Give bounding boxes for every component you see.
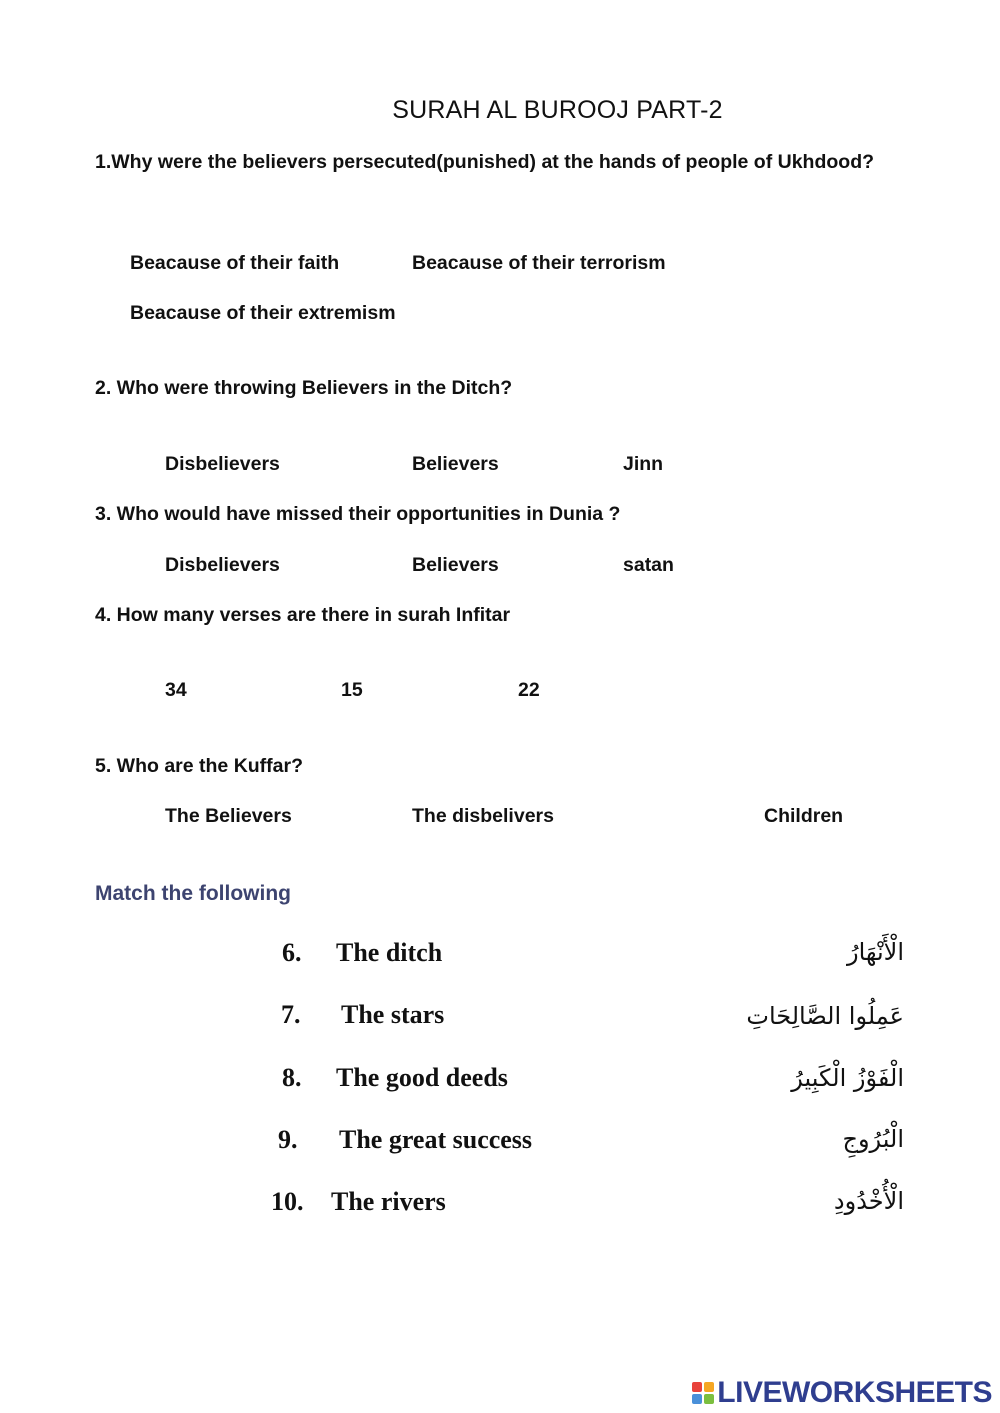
logo-text: LIVEWORKSHEETS [717,1376,992,1409]
match-item-arabic[interactable]: الْأَنْهَارُ [847,938,904,966]
q1-option-3[interactable]: Beacause of their extremism [130,302,396,324]
match-number: 10. [271,1187,304,1216]
question-2: 2. Who were throwing Believers in the Ditch? [95,377,513,399]
logo-square [692,1394,702,1404]
q2-option-3[interactable]: Jinn [623,453,664,475]
question-1: 1.Why were the believers persecuted(punished) at the hands of people of Ukhdood? [95,151,875,173]
q4-option-2[interactable]: 15 [341,679,363,701]
match-item-text[interactable]: The rivers [331,1187,446,1216]
question-3: 3. Who would have missed their opportunities in Dunia ? [95,503,621,525]
q4-option-3[interactable]: 22 [518,679,540,701]
q2-option-2[interactable]: Believers [412,453,499,475]
match-number: 9. [278,1125,298,1154]
logo-square [704,1394,714,1404]
match-item-arabic[interactable]: عَمِلُوا الصَّالِحَاتِ [746,1002,904,1030]
page-title: SURAH AL BUROOJ PART-2 [392,96,723,124]
q1-option-2[interactable]: Beacause of their terrorism [412,252,666,274]
q2-option-1[interactable]: Disbelievers [165,453,280,475]
match-item-text[interactable]: The stars [341,1000,445,1029]
liveworksheets-logo[interactable] [692,1376,992,1410]
q3-option-1[interactable]: Disbelievers [165,554,280,576]
question-4: 4. How many verses are there in surah Infitar [95,604,511,626]
match-item-arabic[interactable]: الْأُخْدُودِ [833,1187,904,1215]
match-number: 8. [282,1063,302,1092]
q5-option-1[interactable]: The Believers [165,805,292,827]
match-heading: Match the following [95,882,291,905]
q3-option-2[interactable]: Believers [412,554,499,576]
logo-grid-icon [692,1382,714,1404]
logo-square [692,1382,702,1392]
q5-option-2[interactable]: The disbelivers [412,805,554,827]
q4-option-1[interactable]: 34 [165,679,187,701]
match-number: 7. [281,1000,301,1029]
q5-option-3[interactable]: Children [764,805,844,827]
match-number: 6. [282,938,302,967]
q1-option-1[interactable]: Beacause of their faith [130,252,340,274]
match-item-text[interactable]: The great success [339,1125,533,1154]
match-item-text[interactable]: The good deeds [336,1063,508,1092]
match-item-arabic[interactable]: الْفَوْزُ الْكَبِيرُ [791,1064,904,1092]
question-5: 5. Who are the Kuffar? [95,755,304,777]
logo-square [704,1382,714,1392]
q3-option-3[interactable]: satan [623,554,674,576]
match-item-text[interactable]: The ditch [336,938,443,967]
match-item-arabic[interactable]: الْبُرُوجِ [842,1125,904,1153]
